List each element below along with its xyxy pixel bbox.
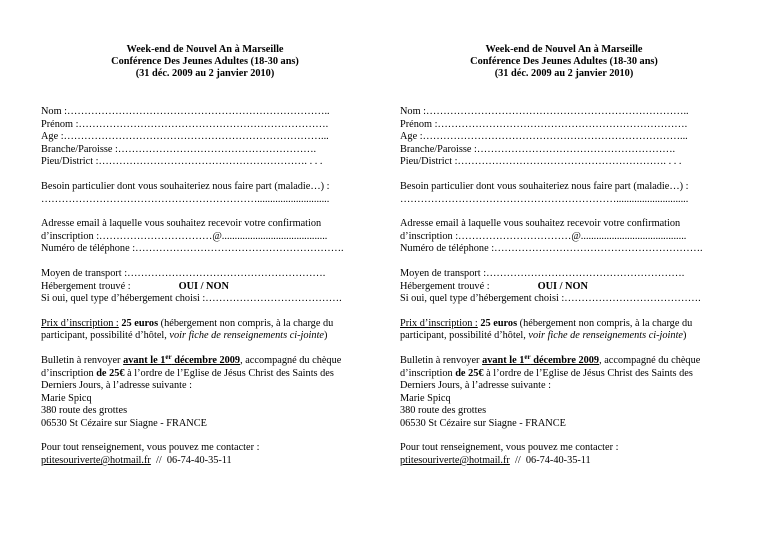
- address-street: 380 route des grottes: [41, 405, 128, 417]
- prix-line-1: [400, 318, 728, 331]
- field-age[interactable]: Age :…………………………………………………………………...: [41, 131, 329, 143]
- address-city: 06530 St Cézaire sur Siagne - FRANCE: [400, 417, 566, 429]
- prix-participant: participant, possibilité d’hôtel,: [400, 330, 529, 342]
- field-telephone[interactable]: Numéro de téléphone :…………………………………………………….: [41, 243, 344, 255]
- registration-form-left: [41, 44, 369, 468]
- hebergement-options[interactable]: OUI / NON: [537, 280, 588, 292]
- bulletin-line-3: Derniers Jours, à l’adresse suivante :: [400, 380, 551, 392]
- contact-email-link[interactable]: ptitesouriverte@hotmail.fr: [400, 455, 510, 467]
- form-title: Week-end de Nouvel An à Marseille: [126, 44, 284, 55]
- contact-line: ptitesouriverte@hotmail.fr // 06-74-40-35-11: [41, 455, 232, 467]
- field-transport[interactable]: Moyen de transport :………………………………………………….: [41, 267, 326, 279]
- email-label: Adresse email à laquelle vous souhaitez recevoir votre confirmation: [400, 218, 681, 230]
- prix-label: Prix d’inscription :: [41, 317, 119, 329]
- prix-participant: participant, possibilité d’hôtel,: [41, 330, 170, 342]
- field-prenom[interactable]: Prénom :……………………………………………………………….: [41, 118, 329, 130]
- field-age[interactable]: Age :…………………………………………………………………...: [400, 131, 688, 143]
- form-dates: (31 déc. 2009 au 2 janvier 2010): [494, 68, 634, 79]
- bulletin-line-3: Derniers Jours, à l’adresse suivante :: [41, 380, 192, 392]
- prix-fiche-note: voir fiche de renseignements ci-jointe: [528, 330, 684, 342]
- address-city: 06530 St Cézaire sur Siagne - FRANCE: [41, 417, 207, 429]
- field-besoin[interactable]: ………………………………………………………............................: [400, 193, 689, 205]
- hebergement-row: [41, 281, 369, 294]
- contact-email-link[interactable]: ptitesouriverte@hotmail.fr: [41, 455, 151, 467]
- form-header: [41, 44, 369, 80]
- field-hebergement-type[interactable]: Si oui, quel type d’hébergement choisi :………………………………….: [41, 293, 342, 305]
- bulletin-line-2: d’inscription de 25€ à l’ordre de l’Eglise de Jésus Christ des Saints des: [400, 367, 693, 379]
- contact-label: Pour tout renseignement, vous pouvez me contacter :: [41, 442, 260, 454]
- field-hebergement-type[interactable]: Si oui, quel type d’hébergement choisi :………………………………….: [400, 293, 701, 305]
- prix-line-2: participant, possibilité d’hôtel, voir fiche de renseignements ci-jointe): [400, 330, 687, 342]
- bulletin-line-1: Bulletin à renvoyer avant le 1er décembre 2009, accompagné du chèque: [400, 354, 701, 366]
- contact-phone: 06-74-40-35-11: [525, 455, 591, 467]
- hebergement-label: Hébergement trouvé :: [41, 280, 131, 292]
- prix-label: Prix d’inscription :: [400, 317, 478, 329]
- registration-form-right: [400, 44, 728, 468]
- address-street: 380 route des grottes: [400, 405, 487, 417]
- hebergement-label: Hébergement trouvé :: [400, 280, 490, 292]
- bulletin-amount: de 25€: [455, 367, 484, 379]
- form-title: Week-end de Nouvel An à Marseille: [485, 44, 643, 55]
- besoin-label: Besoin particulier dont vous souhaiteriez nous faire part (maladie…) :: [41, 180, 330, 192]
- form-subtitle: Conférence Des Jeunes Adultes (18-30 ans): [470, 56, 658, 67]
- form-dates: (31 déc. 2009 au 2 janvier 2010): [135, 68, 275, 79]
- address-name: Marie Spicq: [41, 392, 92, 404]
- contact-phone: 06-74-40-35-11: [166, 455, 232, 467]
- besoin-label: Besoin particulier dont vous souhaiteriez nous faire part (maladie…) :: [400, 180, 689, 192]
- hebergement-options[interactable]: OUI / NON: [178, 280, 229, 292]
- prix-line-2: participant, possibilité d’hôtel, voir fiche de renseignements ci-jointe): [41, 330, 328, 342]
- prix-amount: 25 euros: [121, 317, 159, 329]
- field-besoin[interactable]: ………………………………………………………............................: [41, 193, 330, 205]
- field-branche[interactable]: Branche/Paroisse :………………………………………………….: [41, 143, 317, 155]
- field-nom[interactable]: Nom :…………………………………………………………………..: [41, 106, 330, 117]
- bulletin-deadline: avant le 1: [123, 354, 166, 366]
- prix-line-1: [41, 318, 369, 331]
- prix-details: (hébergement non compris, à la charge du: [517, 317, 693, 329]
- prix-amount: 25 euros: [480, 317, 518, 329]
- form-header: [400, 44, 728, 80]
- email-label: Adresse email à laquelle vous souhaitez recevoir votre confirmation: [41, 218, 322, 230]
- prix-details: (hébergement non compris, à la charge du: [158, 317, 334, 329]
- address-name: Marie Spicq: [400, 392, 451, 404]
- field-branche[interactable]: Branche/Paroisse :………………………………………………….: [400, 143, 676, 155]
- form-subtitle: Conférence Des Jeunes Adultes (18-30 ans): [111, 56, 299, 67]
- field-email[interactable]: d’inscription :……………………………@.........................................: [400, 230, 687, 242]
- bulletin-deadline: avant le 1: [482, 354, 525, 366]
- prix-fiche-note: voir fiche de renseignements ci-jointe: [169, 330, 325, 342]
- field-nom[interactable]: Nom :…………………………………………………………………..: [400, 106, 689, 117]
- field-transport[interactable]: Moyen de transport :………………………………………………….: [400, 267, 685, 279]
- field-prenom[interactable]: Prénom :……………………………………………………………….: [400, 118, 688, 130]
- field-pieu[interactable]: Pieu/District :……………………………………………………. . . .: [41, 156, 323, 168]
- bulletin-line-2: d’inscription de 25€ à l’ordre de l’Eglise de Jésus Christ des Saints des: [41, 367, 334, 379]
- bulletin-line-1: Bulletin à renvoyer avant le 1er décembre 2009, accompagné du chèque: [41, 354, 342, 366]
- hebergement-row: [400, 281, 728, 294]
- bulletin-amount: de 25€: [96, 367, 125, 379]
- field-telephone[interactable]: Numéro de téléphone :…………………………………………………….: [400, 243, 703, 255]
- contact-label: Pour tout renseignement, vous pouvez me contacter :: [400, 442, 619, 454]
- field-email[interactable]: d’inscription :……………………………@.........................................: [41, 230, 328, 242]
- field-pieu[interactable]: Pieu/District :……………………………………………………. . . .: [400, 156, 682, 168]
- contact-line: ptitesouriverte@hotmail.fr // 06-74-40-35-11: [400, 455, 591, 467]
